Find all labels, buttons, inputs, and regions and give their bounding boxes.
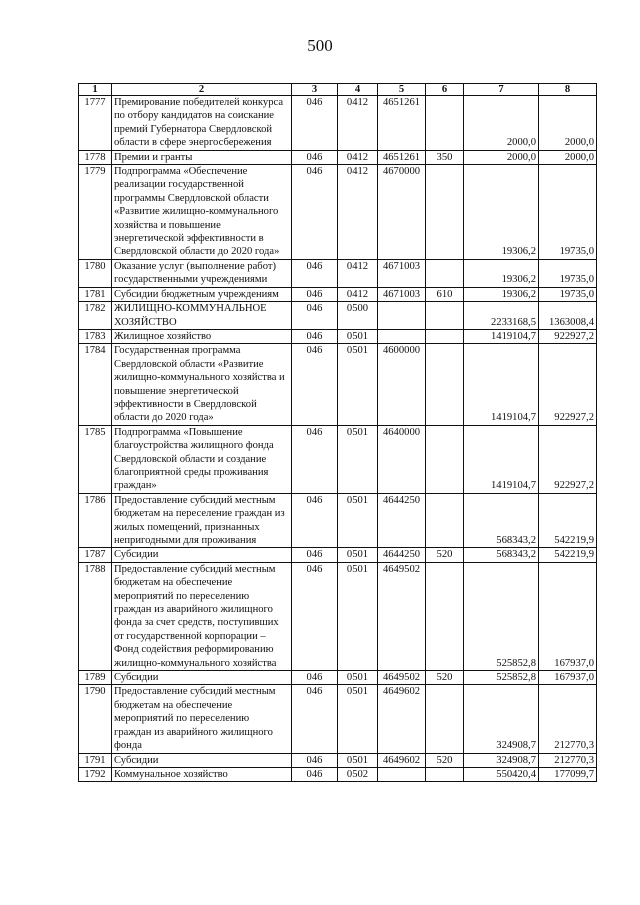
column-header: 2 (112, 84, 292, 96)
amount-year1-cell: 1419104,7 (464, 425, 539, 493)
ministry-code-cell: 046 (292, 259, 338, 287)
row-name-cell: Подпрограмма «Повышение благоустройства жилищного фонда Свердловской области и создание благоприятной среды проживания граждан» (112, 425, 292, 493)
row-number-cell: 1782 (79, 302, 112, 330)
row-number-cell: 1779 (79, 165, 112, 260)
ministry-code-cell: 046 (292, 165, 338, 260)
row-name-cell: Субсидии (112, 548, 292, 562)
target-code-cell: 4649502 (378, 671, 426, 685)
section-code-cell: 0501 (338, 425, 378, 493)
section-code-cell: 0501 (338, 329, 378, 343)
amount-year2-cell: 542219,9 (539, 493, 597, 548)
ministry-code-cell: 046 (292, 150, 338, 164)
row-name-cell: ЖИЛИЩНО-КОММУНАЛЬНОЕ ХОЗЯЙСТВО (112, 302, 292, 330)
amount-year1-cell: 525852,8 (464, 671, 539, 685)
table-row (79, 165, 597, 260)
target-code-cell: 4651261 (378, 150, 426, 164)
table-row (79, 548, 597, 562)
expense-type-cell (426, 96, 464, 151)
section-code-cell: 0501 (338, 685, 378, 753)
amount-year1-cell: 550420,4 (464, 767, 539, 781)
target-code-cell: 4671003 (378, 287, 426, 301)
target-code-cell: 4649502 (378, 562, 426, 670)
row-name-cell: Коммунальное хозяйство (112, 767, 292, 781)
amount-year1-cell: 568343,2 (464, 548, 539, 562)
row-name-cell: Субсидии бюджетным учреждениям (112, 287, 292, 301)
target-code-cell: 4651261 (378, 96, 426, 151)
expense-type-cell (426, 493, 464, 548)
section-code-cell: 0501 (338, 548, 378, 562)
row-number-cell: 1783 (79, 329, 112, 343)
target-code-cell: 4670000 (378, 165, 426, 260)
row-number-cell: 1788 (79, 562, 112, 670)
ministry-code-cell: 046 (292, 767, 338, 781)
target-code-cell: 4644250 (378, 548, 426, 562)
row-number-cell: 1791 (79, 753, 112, 767)
target-code-cell (378, 767, 426, 781)
ministry-code-cell: 046 (292, 493, 338, 548)
table-row (79, 425, 597, 493)
amount-year2-cell: 167937,0 (539, 671, 597, 685)
column-header: 6 (426, 84, 464, 96)
section-code-cell: 0412 (338, 150, 378, 164)
header-row (79, 84, 597, 96)
row-number-cell: 1777 (79, 96, 112, 151)
table-row (79, 767, 597, 781)
table-row (79, 259, 597, 287)
row-name-cell: Премирование победителей конкурса по отбору кандидатов на соискание премий Губернатора Свердловской области в сфере энергосбережения (112, 96, 292, 151)
section-code-cell: 0501 (338, 671, 378, 685)
expense-type-cell: 520 (426, 671, 464, 685)
ministry-code-cell: 046 (292, 753, 338, 767)
amount-year2-cell: 19735,0 (539, 259, 597, 287)
table-row (79, 685, 597, 753)
section-code-cell: 0501 (338, 493, 378, 548)
amount-year1-cell: 324908,7 (464, 685, 539, 753)
row-name-cell: Субсидии (112, 753, 292, 767)
table-row (79, 493, 597, 548)
amount-year2-cell: 922927,2 (539, 344, 597, 425)
table-row (79, 344, 597, 425)
table-row (79, 753, 597, 767)
column-header: 5 (378, 84, 426, 96)
section-code-cell: 0412 (338, 96, 378, 151)
ministry-code-cell: 046 (292, 344, 338, 425)
expense-type-cell (426, 259, 464, 287)
section-code-cell: 0412 (338, 165, 378, 260)
column-header: 4 (338, 84, 378, 96)
amount-year2-cell: 167937,0 (539, 562, 597, 670)
ministry-code-cell: 046 (292, 302, 338, 330)
ministry-code-cell: 046 (292, 671, 338, 685)
ministry-code-cell: 046 (292, 562, 338, 670)
row-number-cell: 1778 (79, 150, 112, 164)
row-name-cell: Субсидии (112, 671, 292, 685)
table-row (79, 150, 597, 164)
column-header: 1 (79, 84, 112, 96)
row-name-cell: Государственная программа Свердловской области «Развитие жилищно-коммунального хозяйства и повышение энергетической эффективности в Свердловской области до 2020 года» (112, 344, 292, 425)
section-code-cell: 0412 (338, 287, 378, 301)
ministry-code-cell: 046 (292, 425, 338, 493)
row-name-cell: Подпрограмма «Обеспечение реализации государственной программы Свердловской области «Развитие жилищно-коммунального хозяйства и повышение энергетической эффективности в Свердловской области до 2020 года» (112, 165, 292, 260)
row-name-cell: Предоставление субсидий местным бюджетам на переселение граждан из жилых помещений, признанных непригодными для проживания (112, 493, 292, 548)
row-number-cell: 1790 (79, 685, 112, 753)
section-code-cell: 0501 (338, 344, 378, 425)
row-number-cell: 1792 (79, 767, 112, 781)
budget-table (78, 83, 597, 782)
amount-year2-cell: 542219,9 (539, 548, 597, 562)
column-header: 8 (539, 84, 597, 96)
row-name-cell: Оказание услуг (выполнение работ) государственными учреждениями (112, 259, 292, 287)
amount-year2-cell: 1363008,4 (539, 302, 597, 330)
expense-type-cell (426, 344, 464, 425)
amount-year2-cell: 177099,7 (539, 767, 597, 781)
page-number: 500 (307, 36, 333, 55)
section-code-cell: 0500 (338, 302, 378, 330)
ministry-code-cell: 046 (292, 329, 338, 343)
row-number-cell: 1787 (79, 548, 112, 562)
row-name-cell: Премии и гранты (112, 150, 292, 164)
target-code-cell: 4600000 (378, 344, 426, 425)
ministry-code-cell: 046 (292, 548, 338, 562)
row-number-cell: 1780 (79, 259, 112, 287)
amount-year2-cell: 212770,3 (539, 753, 597, 767)
amount-year1-cell: 1419104,7 (464, 344, 539, 425)
amount-year2-cell: 2000,0 (539, 150, 597, 164)
amount-year2-cell: 922927,2 (539, 329, 597, 343)
table-row (79, 302, 597, 330)
row-number-cell: 1786 (79, 493, 112, 548)
target-code-cell (378, 302, 426, 330)
column-header: 3 (292, 84, 338, 96)
table-row (79, 96, 597, 151)
ministry-code-cell: 046 (292, 96, 338, 151)
section-code-cell: 0412 (338, 259, 378, 287)
section-code-cell: 0501 (338, 753, 378, 767)
row-name-cell: Предоставление субсидий местным бюджетам на обеспечение мероприятий по переселению граждан из аварийного жилищного фонда (112, 685, 292, 753)
ministry-code-cell: 046 (292, 287, 338, 301)
amount-year1-cell: 2000,0 (464, 96, 539, 151)
amount-year1-cell: 568343,2 (464, 493, 539, 548)
amount-year1-cell: 2233168,5 (464, 302, 539, 330)
expense-type-cell (426, 329, 464, 343)
amount-year2-cell: 2000,0 (539, 96, 597, 151)
expense-type-cell (426, 562, 464, 670)
amount-year1-cell: 2000,0 (464, 150, 539, 164)
table-row (79, 329, 597, 343)
target-code-cell: 4640000 (378, 425, 426, 493)
amount-year1-cell: 19306,2 (464, 259, 539, 287)
column-header: 7 (464, 84, 539, 96)
target-code-cell: 4671003 (378, 259, 426, 287)
target-code-cell: 4644250 (378, 493, 426, 548)
section-code-cell: 0502 (338, 767, 378, 781)
expense-type-cell (426, 767, 464, 781)
row-name-cell: Предоставление субсидий местным бюджетам на обеспечение мероприятий по переселению граждан из аварийного жилищного фонда за счет средств, поступивших от государственной корпорации – Фонд содействия реформированию жилищно-коммунального хозяйства (112, 562, 292, 670)
table-row (79, 562, 597, 670)
expense-type-cell (426, 165, 464, 260)
row-number-cell: 1785 (79, 425, 112, 493)
expense-type-cell (426, 685, 464, 753)
expense-type-cell (426, 302, 464, 330)
table-row (79, 671, 597, 685)
row-number-cell: 1781 (79, 287, 112, 301)
ministry-code-cell: 046 (292, 685, 338, 753)
target-code-cell: 4649602 (378, 753, 426, 767)
amount-year2-cell: 212770,3 (539, 685, 597, 753)
amount-year1-cell: 525852,8 (464, 562, 539, 670)
row-number-cell: 1789 (79, 671, 112, 685)
amount-year2-cell: 922927,2 (539, 425, 597, 493)
amount-year2-cell: 19735,0 (539, 287, 597, 301)
amount-year1-cell: 1419104,7 (464, 329, 539, 343)
amount-year1-cell: 19306,2 (464, 287, 539, 301)
table-row (79, 287, 597, 301)
row-number-cell: 1784 (79, 344, 112, 425)
section-code-cell: 0501 (338, 562, 378, 670)
amount-year1-cell: 324908,7 (464, 753, 539, 767)
expense-type-cell: 350 (426, 150, 464, 164)
expense-type-cell: 610 (426, 287, 464, 301)
target-code-cell (378, 329, 426, 343)
amount-year1-cell: 19306,2 (464, 165, 539, 260)
expense-type-cell: 520 (426, 548, 464, 562)
expense-type-cell (426, 425, 464, 493)
row-name-cell: Жилищное хозяйство (112, 329, 292, 343)
target-code-cell: 4649602 (378, 685, 426, 753)
amount-year2-cell: 19735,0 (539, 165, 597, 260)
expense-type-cell: 520 (426, 753, 464, 767)
